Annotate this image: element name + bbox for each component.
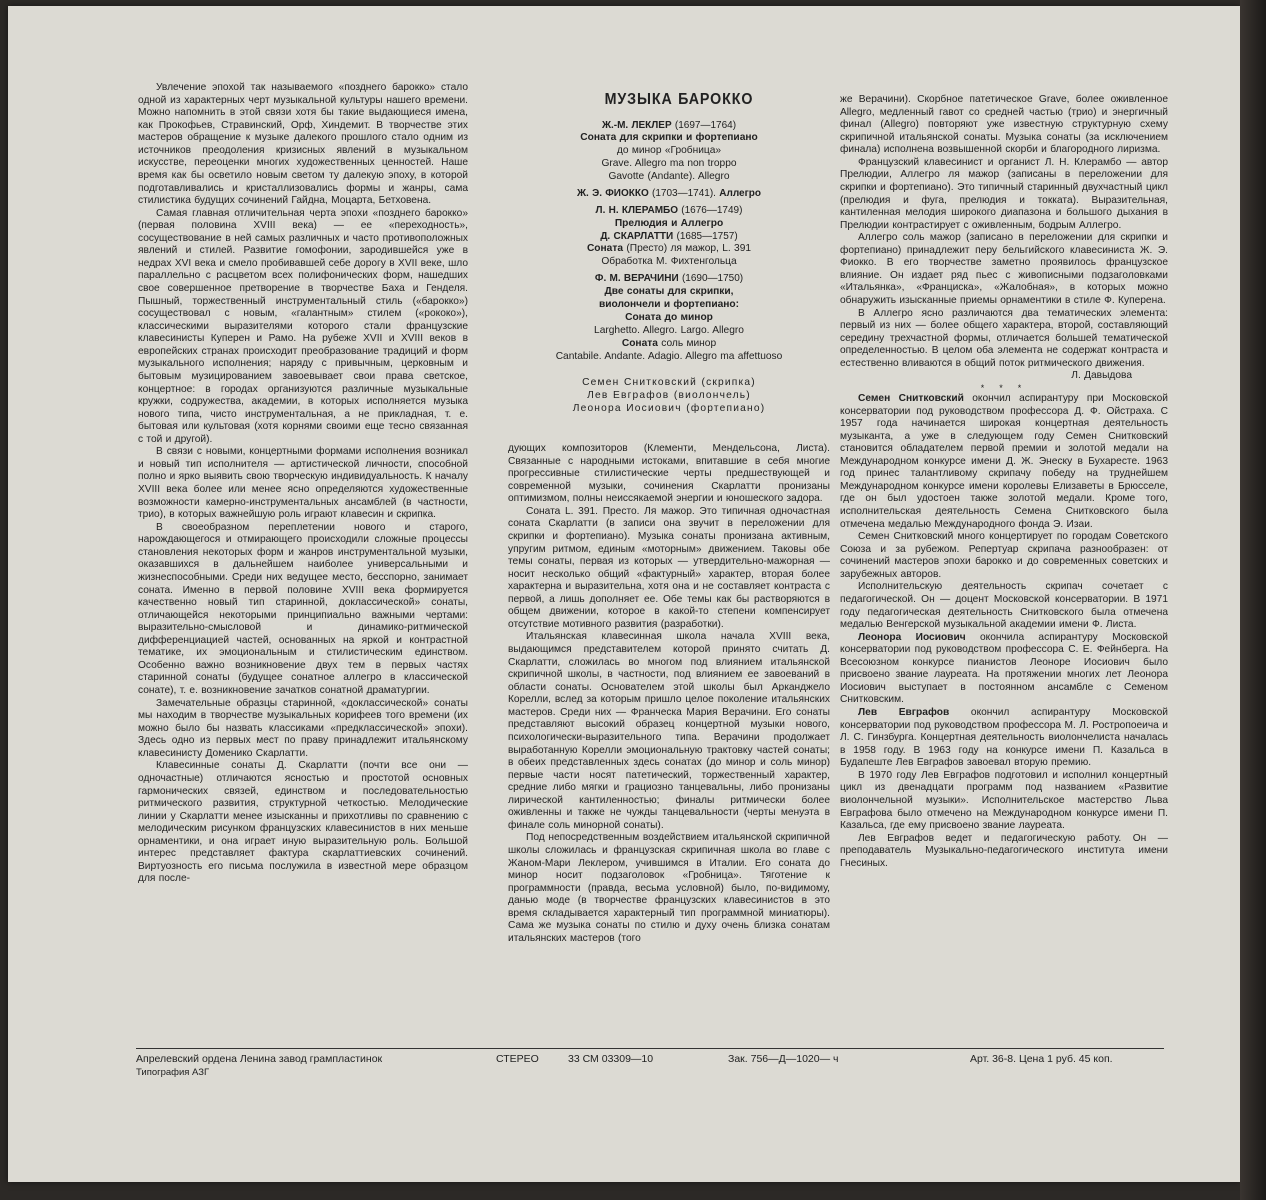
bio-iosiovich: Леонора Иосиович окончила аспирантуру Московской консерватории под руководством профессора С. Е. Фейнберга. На Всесоюзном конкурсе пианистов Леоноре Иосиович было присвоено звание лауреата. На протяжении многих лет Леонора Иосиович выступает в постоянном ансамбле с Семеном Снитковским. — [840, 631, 1168, 706]
composer-dates: (1676—1749) — [681, 204, 743, 216]
work-title: Соната до минор — [625, 311, 713, 323]
composer-name: Ж.-М. ЛЕКЛЕР — [601, 119, 672, 131]
program-listing — [508, 90, 830, 416]
performer: Лев Евграфов (виолончель) — [587, 389, 751, 401]
composer-veracini — [508, 273, 830, 286]
paragraph: Семен Снитковский много концертирует по городам Советского Союза и за рубежом. Репертуар скрипача разнообразен: от сочинений мастеров эпохи барокко и до современных советских и зарубежных авторов. — [840, 531, 1168, 580]
paragraph: В связи с новыми, концертными формами исполнения возникал и новый тип исполнителя — артистической личности, способной полно и ярко выявить свою творческую индивидуальность. К началу XVIII века более или менее ясно определяются художественные возможности камерно-инструментальных ансамблей (в частности, трио), в которых важнейшую роль играют клавесин и скрипка. — [138, 446, 468, 521]
work-title: виолончели и фортепиано: — [598, 298, 740, 310]
work-key: до минор «Гробница» — [616, 145, 722, 157]
work-title: Соната соль минор — [621, 337, 717, 349]
plant-name: Апрелевский ордена Ленина завод грампластинок — [136, 1053, 383, 1065]
paragraph: В Аллегро ясно различаются два тематических элемента: первый из них — более общего характера, второй, составляющий середину трехчастной формы, отличается большей тематической определенностью. В целом оба элемента не содержат контраста и естественно вливаются в общий поток ритмического движения. — [840, 307, 1168, 369]
paragraph: Под непосредственным воздействием итальянской скрипичной школы сложилась и французская скрипичная школа во главе с Жаном-Мари Леклером, учившимся в Италии. Его соната до минор носит подзаголовок «Гробница». Тяготение к программности (правда, весьма условной) было, по-видимому, данью моде (в творчестве французских клавесинистов в это время складывается характерный тип программной миниатюры). Сама же музыка сонаты по стилю и духу очень близка сонатам итальянских мастеров (того — [508, 832, 830, 944]
performer: Семен Снитковский (скрипка) — [582, 376, 756, 388]
catalog-number: 33 СМ 03309—10 — [568, 1053, 654, 1065]
composer-dates: (1685—1757) — [676, 230, 738, 242]
paragraph: В своеобразном переплетении нового и старого, нарождающегося и отмирающего происходили сложные процессы становления некоторых форм и жанров инструментальной музыки, оказавшихся в дальнейшем наиболее универсальными и жизнеспособными. Среди них ведущее место, бесспорно, занимает соната. Именно в первой половине XVIII века формируется качественно новый тип старинной, доклассической» сонаты, отличающейся некоторыми принципиально важными чертами: выразительно-смысловой и динамико-ритмической дифференциацией частей, основанных на яркой и контрастной тематике, их эмоциональным и стилистическим единством. Особенно важно возникновение двух тем в первых частях старинной сонаты (будущее сонатное аллегро в классической сонате), т. е. возникновение зачатков сонатной драматургии. — [138, 521, 468, 696]
performer: Леонора Иосиович (фортепиано) — [572, 403, 766, 415]
bio-snitkovsky: Семен Снитковский окончил аспирантуру при Московской консерватории под руководством профессора Д. Ф. Ойстраха. С 1957 года начинается широкая концертная деятельность музыканта, а уже в следующем году Семен Снитковский становится обладателем первой премии и золотой медали на Международном конкурсе имени Д. Ж. Энеску в Бухаресте. 1963 год принес талантливому скрипачу победу на труднейшем Международном конкурсе имени королевы Елизаветы в Брюсселе, где он был удостоен также золотой медали. Кроме того, исполнительская деятельность Семена Снитковского была отмечена медалью Международного фонда Э. Изаи. — [840, 392, 1168, 530]
paragraph: Клавесинные сонаты Д. Скарлатти (почти все они — одночастные) отличаются ясностью и простотой основных гармонических связей, единством и последовательностью ритмического развития, структурной четкостью. Мелодические линии у Скарлатти менее изысканны и прихотливы по сравнению с мелодическим рисунком французских клавесинистов в них меньше орнаментики, и она играет иную выразительную роль. Большой интерес представляет фактура скарлаттиевских сочинений. Виртуозность его письма послужила в известной мере образцом для после- — [138, 760, 468, 885]
paragraph: же Верачини). Скорбное патетическое Grave, более оживленное Allegro, медленный гавот со средней частью (трио) и энергичный финал (Allegro) повторяют уже известную структурную схему скрипичной итальянской сонаты. Музыка сонаты (за исключением финала) исполнена возвышенной скорби и благородного лиризма. — [840, 94, 1168, 156]
work-movements: Gavotte (Andante). Allegro — [608, 171, 730, 183]
order-number: Зак. 756—Д—1020— ч — [728, 1053, 839, 1065]
paragraph: Аллегро соль мажор (записано в переложении для скрипки и фортепиано) принадлежит перу бельгийского клавесиниста Ж. Э. Фиокко. В его творчестве заметно проявилось французское влияние. Он издает ряд пьес с живописными подзаголовками «Итальянка», «Франциска», «Жалобная», в которых можно обнаружить изысканные приемы орнаментики в стиле Ф. Куперена. — [840, 232, 1168, 306]
work-title: Две сонаты для скрипки, — [604, 285, 734, 297]
article-column-3 — [840, 94, 1168, 870]
composer-name: Д. СКАРЛАТТИ — [600, 230, 674, 242]
bio-name: Леонора Иосиович — [858, 631, 966, 643]
composer-scarlatti — [508, 231, 830, 244]
price-label: Арт. 36-8. Цена 1 руб. 45 коп. — [970, 1053, 1113, 1065]
paragraph: Увлечение эпохой так называемого «позднего барокко» стало одной из характерных черт музыкальной культуры нашего времени. Можно напомнить в этой связи хотя бы такие выдающиеся имена, как Прокофьев, Стравинский, Орф, Хиндемит. В творчестве этих мастеров обращение к музыке далекого прошлого стало одним из источников преодоления кризисных явлений в музыкальном искусстве, переоценки многих художественных ценностей. Наше время как бы осветило новым светом ту далекую эпоху, в которой подготавливались и кристаллизовались формы и жанры, сама стилистика будущих сочинений Гайдна, Моцарта, Бетховена. — [138, 82, 468, 207]
paragraph: Замечательные образцы старинной, «доклассической» сонаты мы находим в творчестве музыкальных корифеев того времени (их можно было бы назвать классиками «предклассической» эпохи). Здесь одно из первых мест по праву принадлежит итальянскому клавесинисту Доменико Скарлатти. — [138, 697, 468, 759]
sleeve-edge-shadow — [1240, 0, 1266, 1200]
composer-dates: (1703—1741). — [652, 188, 716, 200]
composer-name: Л. Н. КЛЕРАМБО — [595, 204, 678, 216]
composer-fiocco — [508, 188, 830, 201]
article-column-2-body — [508, 443, 830, 946]
work-title: Соната (Престо) ля мажор, L. 391 — [586, 243, 752, 255]
work-title: Аллегро — [719, 188, 761, 200]
article-column-2 — [508, 82, 830, 944]
composer-dates: (1697—1764) — [674, 119, 737, 131]
bio-name: Семен Снитковский — [858, 392, 964, 404]
composer-name: Ж. Э. ФИОККО — [576, 188, 649, 200]
composer-name: Ф. М. ВЕРАЧИНИ — [594, 273, 679, 285]
stereo-label: СТЕРЕО — [496, 1053, 539, 1065]
work-movements: Grave. Allegro ma non troppo — [601, 158, 737, 170]
section-separator: * * * — [980, 382, 1028, 393]
work-arrangement: Обработка М. Фихтенгольца — [601, 256, 737, 268]
author-signature: Л. Давыдова — [1071, 370, 1132, 382]
performers-list — [508, 376, 830, 416]
bio-evgrafov: Лев Евграфов окончил аспирантуру Московской консерватории под руководством профессора М. Л. Ростропоеича и Л. С. Гинзбурга. Концертная деятельность виолончелиста началась в 1958 году. В 1963 году на конкурсе имени П. Казальса в Будапеште Лев Евграфов завоевал вторую премию. — [840, 707, 1168, 769]
work-movements: Cantabile. Andante. Adagio. Allegro ma affettuoso — [555, 350, 783, 362]
paragraph: Итальянская клавесинная школа начала XVIII века, выдающимся представителем которой принято считать Д. Скарлатти, сложилась во многом под влиянием итальянской скрипичной школы, в частности, под влиянием ее завоеваний в области сонаты. Основателем этой школы был Арканджело Корелли, вслед за которым пришло целое поколение итальянских мастеров. Среди них — Франческа Мария Верачини. Его сонаты представляют высокий образец концертной музыки нового, психологически-выразительного типа. Верачини продолжает выработанную Корелли эмоциональную трактовку частей сонаты; в обеих представленных здесь сонатах (до минор и соль минор) первые части носят патетический, торжественный характер, средние либо мягки и грациозно танцевальны, либо пронизаны лирической кантиленностью; финалы ритмически более оживленны и также не чужды танцевальности (черты менуэта в финале соль минорной сонаты). — [508, 631, 830, 831]
composer-dates: (1690—1750) — [681, 273, 744, 285]
paragraph: Французский клавесинист и органист Л. Н. Клерамбо — автор Прелюдии, Аллегро ля мажор (записаны в переложении для скрипки и фортепиано). Это типичный старинный двухчастный цикл (прелюдия и фуга, прелюдия и токката). Выразительная, кантиленная мелодия широкого диапазона и большого дыхания в Прелюдии контрастирует с оживленным, бодрым Аллегро. — [840, 156, 1168, 231]
article-column-1 — [138, 82, 468, 886]
work-title: Соната для скрипки и фортепиано — [580, 132, 758, 144]
printer-name: Типография АЗГ — [136, 1067, 210, 1078]
paragraph: В 1970 году Лев Евграфов подготовил и исполнил концертный цикл из двенадцати программ под названием «Развитие виолончельной музыки». Исполнительское мастерство Льва Евграфова было отмечено на Международном конкурсе имени П. Казальса, где ему присвоено звание лауреата. — [840, 769, 1168, 832]
paragraph: Лев Евграфов ведет и педагогическую работу. Он — преподаватель Музыкально-педагогического института имени Гнесиных. — [840, 832, 1168, 869]
paragraph: Самая главная отличительная черта эпохи «позднего барокко» (первая половина XVIII века) — ее «переходность», сосуществование в ней самых различных и часто противоположных явлений и стилей. Развитие гомофонии, зародившейся уже в недрах XVI века и смело пробивавшей себе дорогу в XVII веке, шло параллельно с расцветом всех полифонических форм, нашедших свое совершенное претворение в творчестве Баха и Генделя. Пышный, торжественный инструментальный стиль («барокко») сосуществовал с новым, «галантным» стилем («рококо»), классическими выразителями которого стали французские клавесинисты Куперен и Рамо. На рубеже XVII и XVIII веков в европейских странах происходит преобразование традиций и форм музыкального исполнения; наряду с привычным, церковным и бытовым музицированием завоевывает свои права светское, концертное: в городах организуются различные музыкальные кружки, содружества, академии, в которых исполняется музыка нового типа, чисто инструментальная, а не прикладная, т. е. бытовая или культовая (хотя корнями своими еще тесно связанная с той и другой). — [138, 207, 468, 445]
work-title: Прелюдия и Аллегро — [614, 217, 724, 229]
work-movements: Larghetto. Allegro. Largo. Allegro — [594, 324, 744, 336]
paragraph: Соната L. 391. Престо. Ля мажор. Это типичная одночастная соната Скарлатти (в записи она звучит в переложении для скрипки и фортепиано). Музыка сонаты пронизана активным, упругим ритмом, единым «моторным» движением. Таковы обе темы сонаты, первая из которых — утвердительно-мажорная — носит несколько общий «фактурный» характер, вторая более характерна и выразительна, хотя она и не составляет контраста с первой, а лишь дополняет ее. Обе темы как бы растворяются в общем движении, которое в какой-то степени компенсирует отсутствие мотивного развития (разработки). — [508, 505, 830, 630]
bio-name: Лев Евграфов — [858, 707, 950, 718]
paragraph: Исполнительскую деятельность скрипач сочетает с педагогической. Он — доцент Московской консерватории. В 1971 году педагогическая деятельность Снитковского была отмечена медалью Венгерской музыкальной академии имени Ф. Листа. — [840, 581, 1168, 631]
paragraph: дующих композиторов (Клементи, Мендельсона, Листа). Связанные с народными истоками, впитавшие в себя многие прогрессивные стилистические черты предшествующей и современной музыки, сочинения Скарлатти пронизаны оптимизмом, полны неиссякаемой энергии и юношеского задора. — [508, 443, 830, 505]
composer-leclair — [508, 120, 830, 133]
page-title: МУЗЫКА БАРОККО — [604, 91, 754, 108]
composer-clerambault — [508, 205, 830, 218]
imprint-footer — [136, 1048, 1164, 1087]
